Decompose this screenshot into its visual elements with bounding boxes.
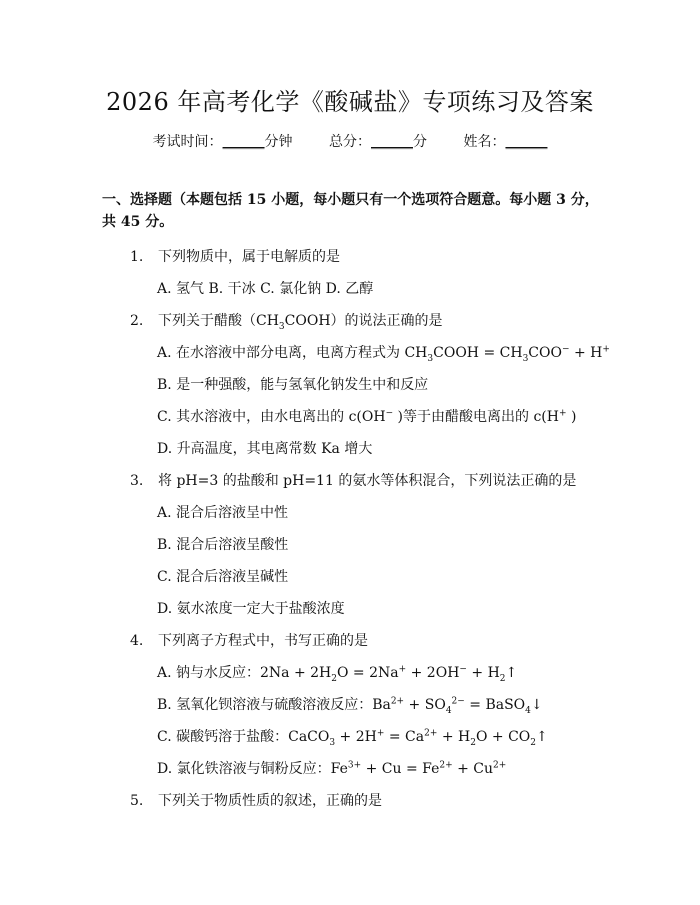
subscript: 2: [470, 737, 476, 748]
question-number: 2.: [130, 313, 144, 329]
superscript: 2+: [493, 760, 507, 771]
superscript: 3+: [347, 760, 362, 771]
question-text: 下列离子方程式中，书写正确的是: [158, 633, 368, 649]
superscript: 2+: [439, 760, 453, 771]
subscript: 4: [445, 705, 452, 716]
question-text: 下列物质中，属于电解质的是: [158, 249, 340, 265]
option-text: = Ca: [384, 729, 425, 745]
option-text: + 2OH: [406, 665, 460, 681]
option-text: + Cu: [452, 761, 494, 777]
option-text: + Cu = Fe: [361, 761, 440, 777]
subscript: 3: [278, 321, 285, 332]
superscript: +: [376, 728, 385, 739]
question-number: 3.: [130, 473, 144, 489]
question-text-cont: COOH）的说法正确的是: [284, 313, 443, 329]
q3-option-d: D. 氨水浓度一定大于盐酸浓度: [157, 601, 345, 617]
section-heading: 一、选择题（本题包括 15 小题，每小题只有一个选项符合题意。每小题 3 分，共 45 分。: [102, 192, 599, 230]
option-text: + 2H: [335, 729, 377, 745]
subscript: 3: [522, 353, 529, 364]
option-text: + H: [466, 665, 500, 681]
exam-meta: [0, 131, 700, 151]
time-blank: ______: [222, 134, 265, 150]
q1-options: A. 氢气 B. 干冰 C. 氯化钠 D. 乙醇: [157, 281, 374, 297]
superscript: −: [561, 344, 570, 355]
name-blank: ______: [505, 134, 548, 150]
q2-option-a: [157, 342, 610, 364]
option-text: ↑: [505, 665, 518, 681]
question-1: [130, 246, 340, 266]
subscript: 2: [530, 737, 537, 748]
option-text: ): [566, 409, 577, 425]
option-text: A. 在水溶液中部分电离，电离方程式为 CH: [157, 345, 428, 361]
time-unit: 分钟: [264, 134, 293, 150]
superscript: +: [398, 664, 407, 675]
q4-option-a: [157, 662, 517, 684]
question-number: 4.: [130, 633, 144, 649]
question-2: [130, 310, 443, 332]
option-text: B. 氢氧化钡溶液与硫酸溶液反应：Ba: [157, 697, 391, 713]
superscript: −: [385, 408, 394, 419]
q2-option-c: [157, 406, 576, 426]
superscript: 2+: [390, 696, 405, 707]
option-text: C. 碳酸钙溶于盐酸：CaCO: [157, 729, 330, 745]
option-text: O + CO: [475, 729, 531, 745]
exam-time: [153, 134, 293, 150]
question-3: [130, 470, 576, 490]
subscript: 2: [499, 673, 506, 684]
option-text: COOH = CH: [433, 345, 523, 361]
question-5: [130, 790, 382, 810]
exam-name: [463, 134, 547, 150]
superscript: 2−: [451, 696, 465, 707]
q4-option-c: [157, 726, 548, 748]
option-text: ↑: [536, 729, 548, 745]
name-label: 姓名：: [463, 134, 506, 150]
option-text: + SO: [404, 697, 446, 713]
option-text: = BaSO: [464, 697, 526, 713]
option-text: )等于由醋酸电离出的 c(H: [393, 409, 559, 425]
score-unit: 分: [413, 134, 427, 150]
option-text: C. 其水溶液中，由水电离出的 c(OH: [157, 409, 386, 425]
q4-option-d: [157, 758, 506, 778]
q3-option-b: B. 混合后溶液呈酸性: [157, 537, 289, 553]
question-text: 将 pH=3 的盐酸和 pH=11 的氨水等体积混合，下列说法正确的是: [158, 473, 577, 489]
exam-score: [329, 134, 427, 150]
score-label: 总分：: [329, 134, 371, 150]
option-text: + H: [569, 345, 603, 361]
superscript: 2+: [424, 728, 438, 739]
option-text: + H: [437, 729, 471, 745]
q3-option-a: A. 混合后溶液呈中性: [157, 505, 289, 521]
question-number: 1.: [130, 249, 144, 265]
superscript: +: [602, 344, 610, 355]
question-4: [130, 630, 368, 650]
score-blank: ______: [371, 134, 413, 150]
option-text: A. 钠与水反应：2Na + 2H: [157, 665, 332, 681]
question-text: 下列关于醋酸（CH: [158, 313, 279, 329]
option-text: D. 氯化铁溶液与铜粉反应：Fe: [157, 761, 348, 777]
option-text: O = 2Na: [337, 665, 399, 681]
subscript: 3: [329, 737, 336, 748]
subscript: 4: [525, 705, 531, 716]
q4-option-b: [157, 694, 543, 716]
superscript: −: [459, 664, 467, 675]
question-number: 5.: [130, 793, 144, 809]
option-text: ↓: [530, 697, 543, 713]
q3-option-c: C. 混合后溶液呈碱性: [157, 569, 289, 585]
superscript: +: [558, 408, 567, 419]
subscript: 3: [427, 353, 434, 364]
subscript: 2: [331, 673, 337, 684]
page-title: 2026 年高考化学《酸碱盐》专项练习及答案: [106, 88, 594, 116]
q2-option-d: D. 升高温度，其电离常数 Ka 增大: [157, 441, 373, 457]
time-label: 考试时间：: [152, 134, 223, 150]
q2-option-b: B. 是一种强酸，能与氢氧化钠发生中和反应: [157, 377, 429, 393]
question-text: 下列关于物质性质的叙述，正确的是: [158, 793, 382, 809]
option-text: COO: [528, 345, 562, 361]
